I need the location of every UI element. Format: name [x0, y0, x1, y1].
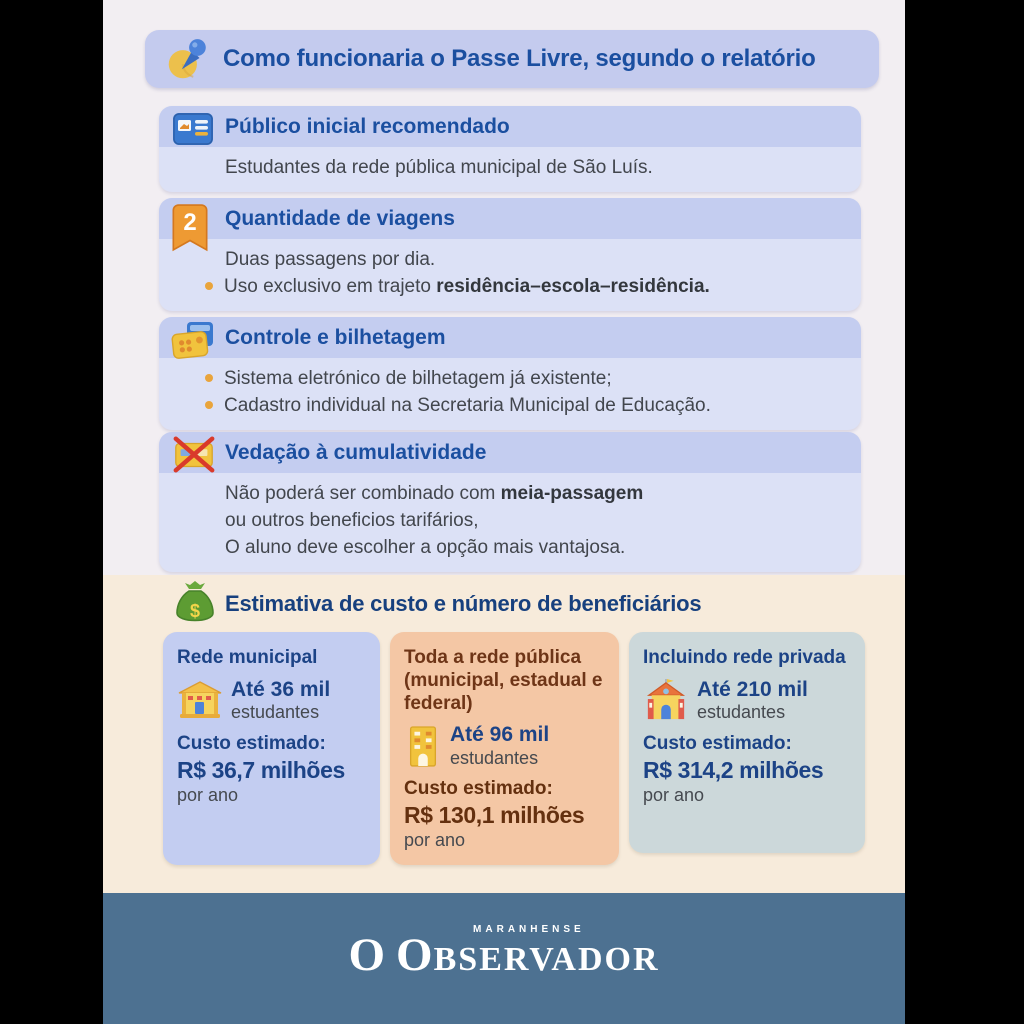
cost-value: R$ 36,7 milhões [177, 756, 345, 783]
no-ticket-icon [171, 434, 217, 476]
estimate-header [175, 580, 701, 628]
section-header [159, 198, 861, 239]
svg-text:2: 2 [183, 209, 197, 237]
cost-period: por ano [643, 784, 705, 805]
pushpin-icon [163, 35, 211, 83]
card-heading: Toda a rede pública (municipal, estadual e federal) [404, 647, 603, 714]
students-value: Até 36 mil [231, 677, 331, 701]
section-vedacao-cumulatividade [159, 432, 861, 572]
page-title: Como funcionaria o Passe Livre, segundo o relatório [223, 45, 816, 72]
card-heading: Rede municipal [177, 647, 318, 668]
cost-period: por ano [404, 830, 466, 851]
cost-label: Custo estimado: [404, 778, 553, 800]
bullet-dot [205, 374, 213, 382]
infographic-page [103, 0, 905, 1024]
ticket-machine-icon [171, 320, 219, 364]
text-line: Não poderá ser combinado com meia-passagem [225, 483, 644, 504]
number-2-badge-icon [171, 203, 209, 253]
brand-name-initial: O [396, 928, 434, 981]
students-row [643, 678, 851, 723]
brand-logo [348, 923, 660, 982]
brand-name-rest: BSERVADOR [433, 940, 660, 978]
section-header [159, 106, 861, 147]
cost-label: Custo estimado: [177, 732, 326, 754]
school-building-icon [643, 679, 689, 721]
office-building-icon [404, 724, 442, 768]
bullet-line: Cadastro individual na Secretaria Municipal de Educação. [205, 392, 845, 419]
cost-card-rede-municipal [163, 632, 380, 865]
cost-card-rede-privada [629, 632, 865, 853]
section-body [159, 473, 861, 572]
cost-value: R$ 130,1 milhões [404, 802, 585, 829]
students-value: Até 210 mil [697, 677, 808, 701]
text-line: ou outros beneficios tarifários, [225, 510, 479, 531]
section-quantidade-viagens [159, 198, 861, 311]
svg-text:$: $ [189, 601, 201, 621]
bank-building-icon [177, 680, 223, 720]
card-heading: Incluindo rede privada [643, 647, 846, 668]
section-title: Público inicial recomendado [225, 114, 510, 138]
students-row [404, 723, 605, 768]
section-body [159, 239, 861, 311]
brand-initial: O [348, 928, 387, 981]
main-header [145, 30, 879, 88]
students-label: estudantes [697, 701, 786, 722]
footer [103, 893, 905, 1024]
section-controle-bilhetagem [159, 317, 861, 430]
section-title: Controle e bilhetagem [225, 325, 446, 349]
text-line: O aluno deve escolher a opção mais vantajosa. [225, 537, 626, 558]
cost-value: R$ 314,2 milhões [643, 756, 824, 783]
students-value: Até 96 mil [450, 723, 550, 747]
students-row [177, 678, 366, 723]
bullet-dot [205, 401, 213, 409]
section-header [159, 317, 861, 358]
section-title: Quantidade de viagens [225, 206, 455, 230]
money-bag-icon [175, 580, 215, 628]
students-label: estudantes [231, 701, 320, 722]
cost-period: por ano [177, 784, 239, 805]
section-body [159, 358, 861, 430]
bullet-line: Sistema eletrónico de bilhetagem já existente; [205, 365, 845, 392]
section-publico-inicial [159, 106, 861, 192]
brand-tagline: MARANHENSE [473, 923, 585, 935]
text-line: Estudantes da rede pública municipal de São Luís. [225, 157, 653, 178]
cost-card-toda-rede-publica [390, 632, 619, 865]
section-body [159, 147, 861, 192]
cost-label: Custo estimado: [643, 732, 792, 754]
students-label: estudantes [450, 747, 539, 768]
section-title: Vedação à cumulatividade [225, 440, 487, 464]
text-line: Duas passagens por dia. [225, 249, 436, 270]
section-header [159, 432, 861, 473]
bullet-dot [205, 282, 213, 290]
id-card-icon [171, 109, 215, 149]
bullet-line: Uso exclusivo em trajeto residência–escola–residência. [205, 273, 845, 300]
estimate-title: Estimativa de custo e número de beneficiários [225, 591, 702, 616]
